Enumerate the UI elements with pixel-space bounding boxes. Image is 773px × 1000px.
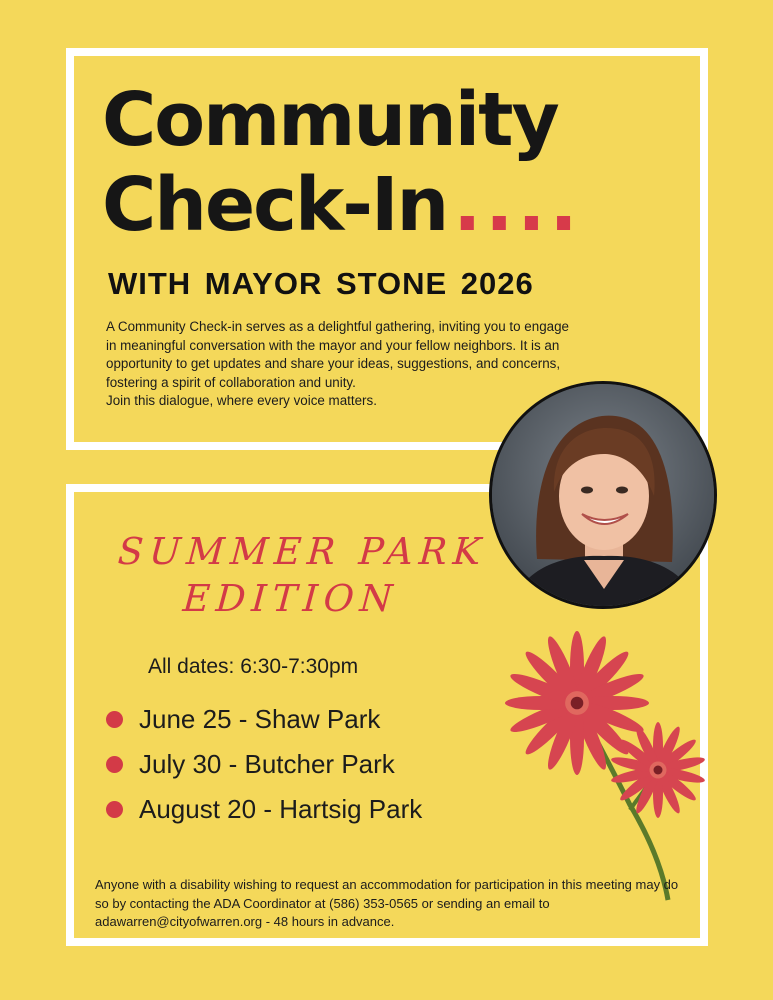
title-dots: .... bbox=[453, 162, 582, 248]
small-flower-icon bbox=[610, 722, 706, 818]
portrait-illustration bbox=[492, 384, 714, 606]
date-text: August 20 - Hartsig Park bbox=[139, 794, 423, 824]
red-dot-icon bbox=[106, 711, 123, 728]
page-title-line2 bbox=[102, 162, 582, 248]
dates-list bbox=[106, 697, 422, 832]
mayor-photo bbox=[489, 381, 717, 609]
flower-illustration bbox=[500, 625, 720, 905]
list-item bbox=[106, 787, 422, 832]
page-title-line1: Community bbox=[102, 77, 558, 163]
edition-heading-line1: SUMMER PARK bbox=[116, 530, 489, 573]
ada-disclaimer: Anyone with a disability wishing to request an accommodation for participation in this meeting may do so by contacting the ADA Coordinator at (586) 353-0565 or sending an email to adawarren@cityofwarren.org - 48 hours in advance. bbox=[95, 877, 679, 930]
list-item bbox=[106, 742, 422, 787]
title-checkin-text: Check-In bbox=[102, 162, 448, 248]
intro-line: in meaningful conversation with the mayor and your fellow neighbors. It is an bbox=[106, 337, 560, 353]
edition-heading-line2: EDITION bbox=[181, 577, 400, 620]
date-text: June 25 - Shaw Park bbox=[139, 704, 381, 734]
page-subtitle: WITH MAYOR STONE 2026 bbox=[108, 266, 534, 301]
intro-line: Join this dialogue, where every voice matters. bbox=[106, 393, 377, 409]
red-dot-icon bbox=[106, 756, 123, 773]
date-text: July 30 - Butcher Park bbox=[139, 749, 395, 779]
time-label: All dates: 6:30-7:30pm bbox=[148, 655, 359, 678]
intro-line: opportunity to get updates and share your ideas, suggestions, and concerns, bbox=[106, 356, 561, 372]
large-flower-icon bbox=[505, 631, 649, 775]
intro-line: fostering a spirit of collaboration and unity. bbox=[106, 374, 356, 390]
red-dot-icon bbox=[106, 801, 123, 818]
list-item bbox=[106, 697, 422, 742]
intro-line: A Community Check-in serves as a delightful gathering, inviting you to engage bbox=[106, 319, 569, 334]
